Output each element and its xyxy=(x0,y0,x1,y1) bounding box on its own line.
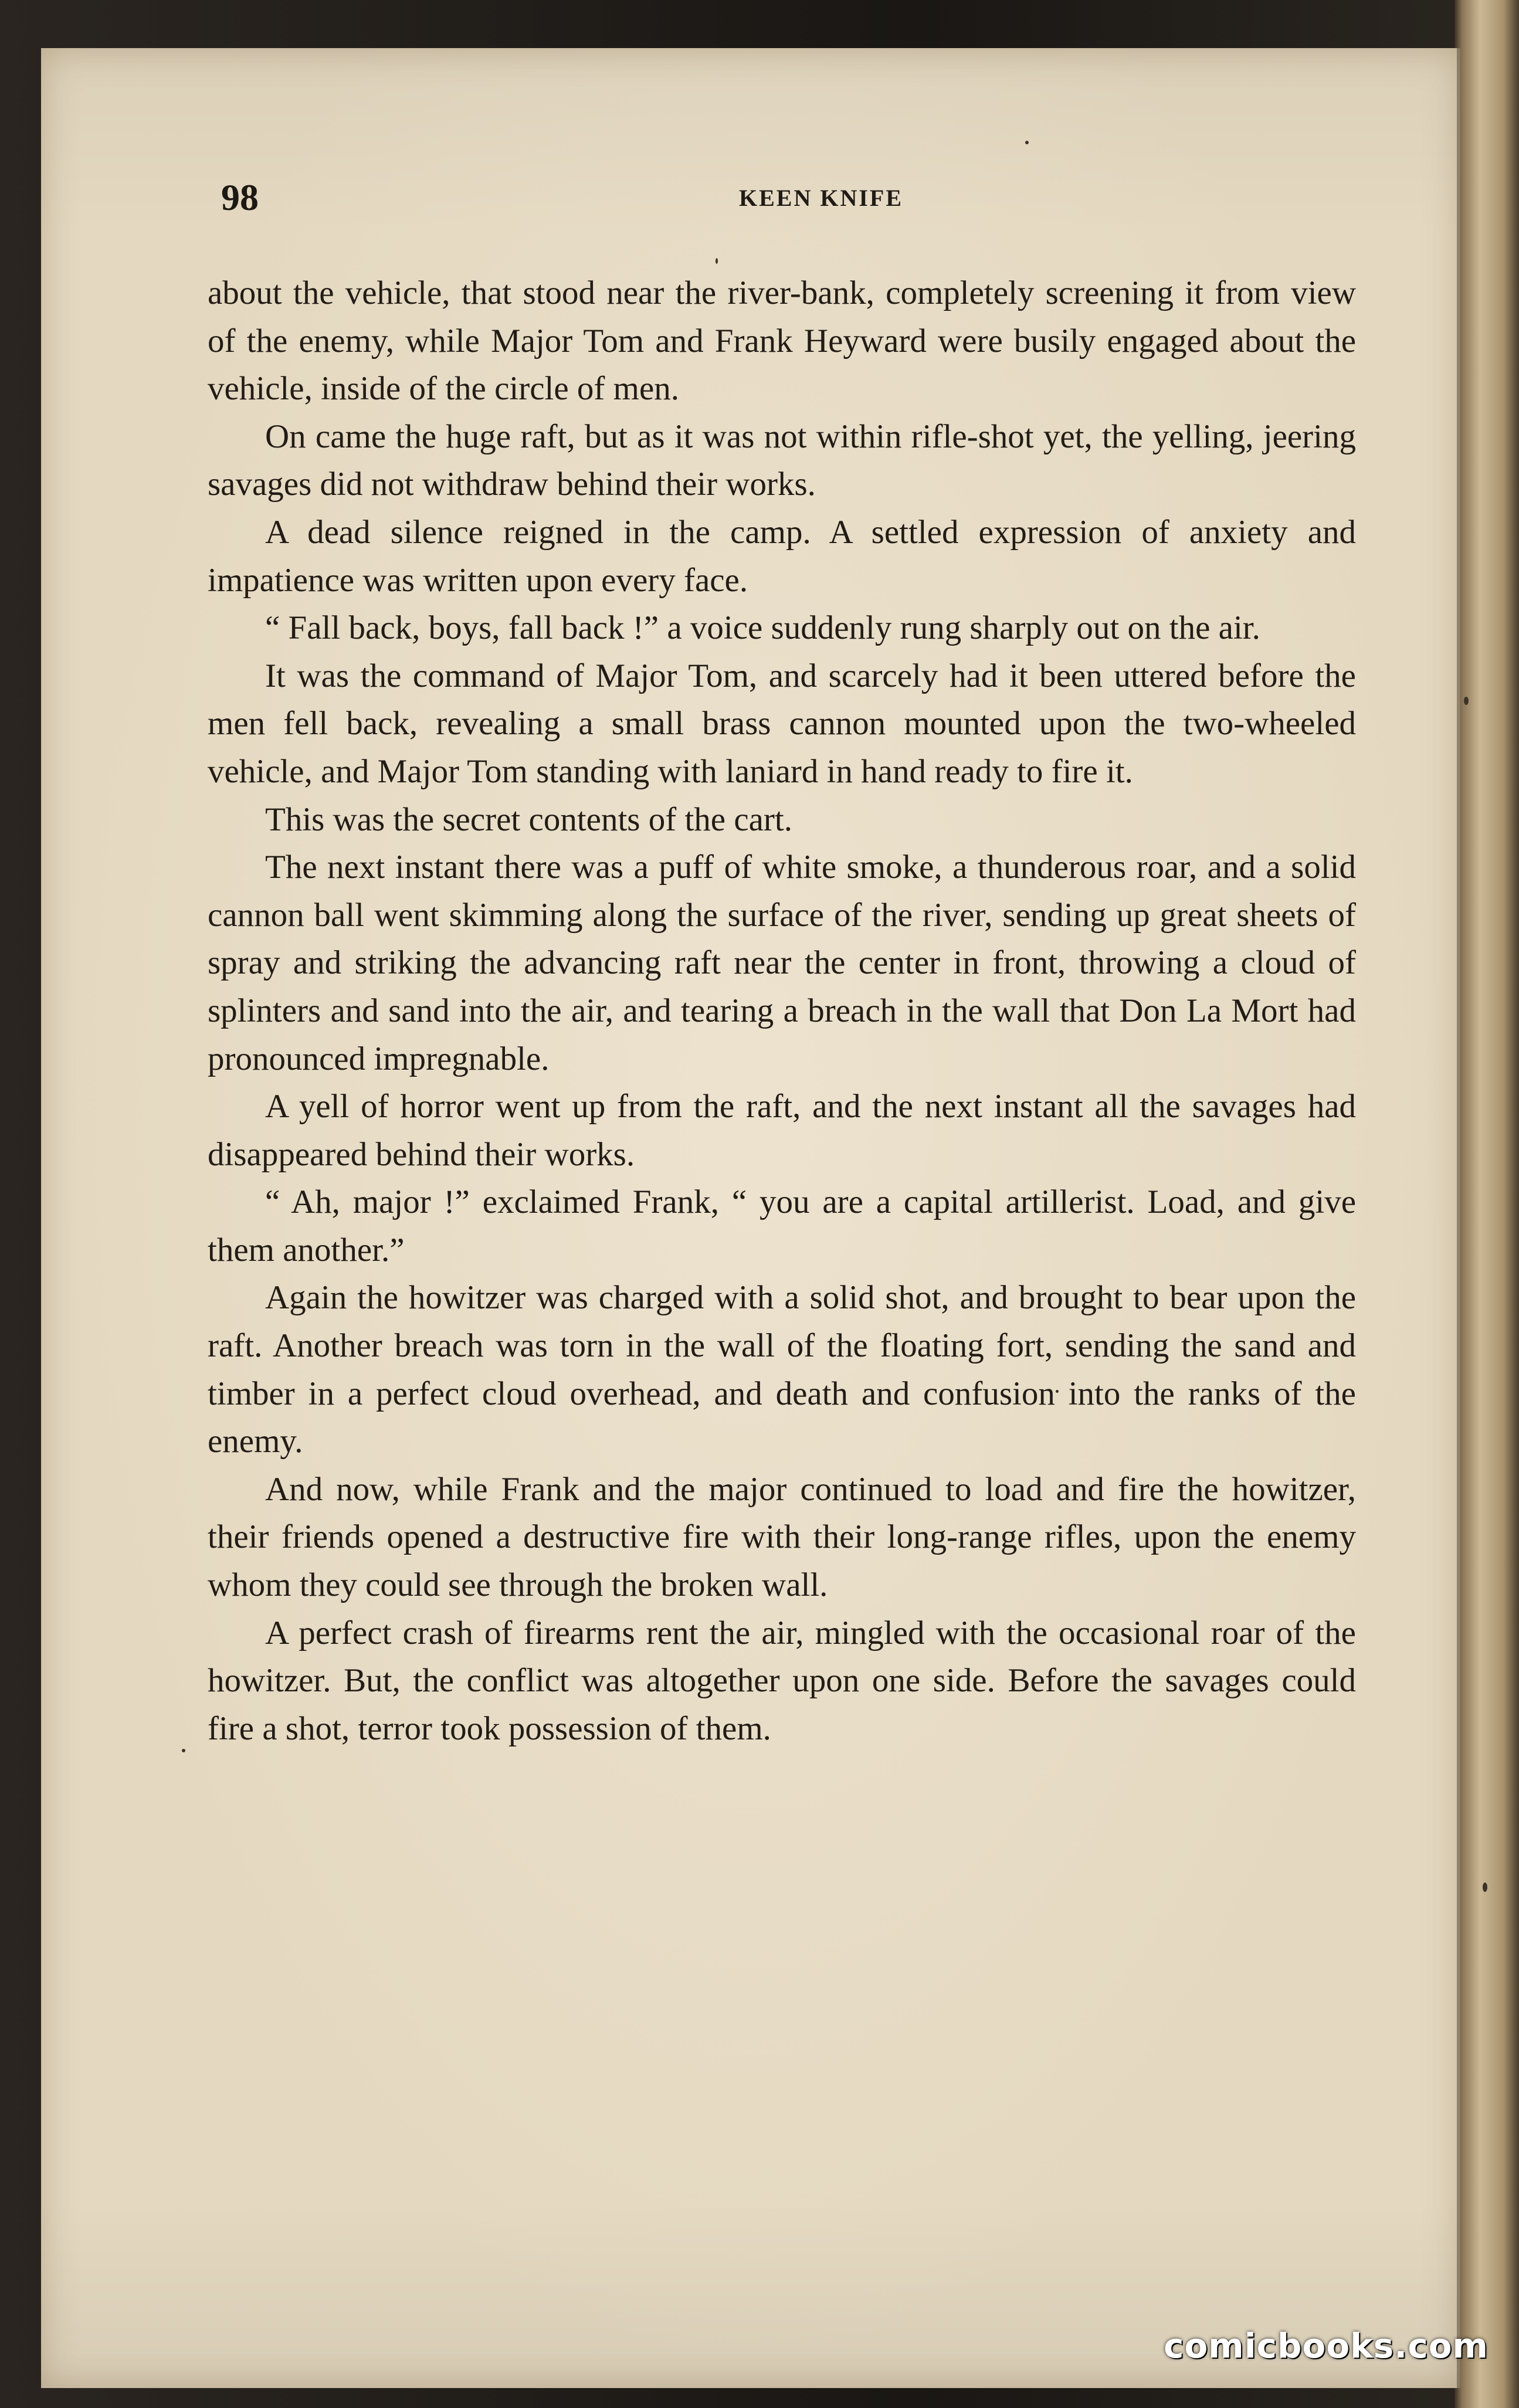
site-watermark: comicbooks.com xyxy=(1164,2326,1489,2366)
paragraph-continued: about the vehicle, that stood near the river-bank, completely screening it from view of the enemy, while Major Tom and Frank Heyward were busily engaged about the vehicle, inside of the circle of men. xyxy=(208,274,1356,408)
page-gutter xyxy=(1457,48,1460,2388)
paper-speck xyxy=(182,1749,185,1752)
paragraph: A dead silence reigned in the camp. A settled expression of anxiety and impatience was written upon every face. xyxy=(208,513,1356,599)
paragraph: It was the command of Major Tom, and scarcely had it been uttered before the men fell back, revealing a small brass cannon mounted upon the two-wheeled vehicle, and Major Tom standing with laniard in hand ready to fire it. xyxy=(208,657,1356,790)
paragraph: “ Fall back, boys, fall back !” a voice suddenly rung sharply out on the air. xyxy=(265,609,1260,647)
facing-page-edge xyxy=(1454,0,1519,2408)
paragraph: And now, while Frank and the major continued to load and fire the howitzer, their friends opened a destructive fire with their long-range rifles, upon the enemy whom they could see through the broken wall. xyxy=(208,1470,1356,1604)
paragraph: A perfect crash of firearms rent the air, mingled with the occasional roar of the howitzer. But, the conflict was altogether upon one side. Before the savages could fire a shot, terror took possession of them. xyxy=(208,1614,1356,1747)
paragraph: Again the howitzer was charged with a solid shot, and brought to bear upon the raft. Another breach was torn in the wall of the floating fort, sending the sand and timber in a perfect cloud overhead, and death and confusion into the ranks of the enemy. xyxy=(208,1279,1356,1460)
paragraph: This was the secret contents of the cart. xyxy=(265,801,793,838)
paper-speck xyxy=(1025,141,1029,144)
running-head: KEEN KNIFE xyxy=(738,185,904,211)
paper-speck xyxy=(1464,697,1469,705)
paper-speck xyxy=(1483,1883,1487,1892)
paragraph: The next instant there was a puff of white smoke, a thunderous roar, and a solid cannon ball went skimming along the surface of the river, sending up great sheets of spray and striking the advancing raft near the center in front, throwing a cloud of splinters and sand into the air, and tearing a breach in the wall that Don La Mort had pronounced impregnable. xyxy=(208,849,1356,1077)
paragraph: A yell of horror went up from the raft, and the next instant all the savages had disappeared behind their works. xyxy=(208,1088,1356,1173)
page-number: 98 xyxy=(221,177,259,218)
paper-speck xyxy=(716,258,718,264)
paragraph: On came the huge raft, but as it was not within rifle-shot yet, the yelling, jeering savages did not withdraw behind their works. xyxy=(208,418,1356,503)
paragraph: “ Ah, major !” exclaimed Frank, “ you are a capital artillerist. Load, and give them another.” xyxy=(208,1183,1356,1269)
body-text xyxy=(208,269,1356,1752)
